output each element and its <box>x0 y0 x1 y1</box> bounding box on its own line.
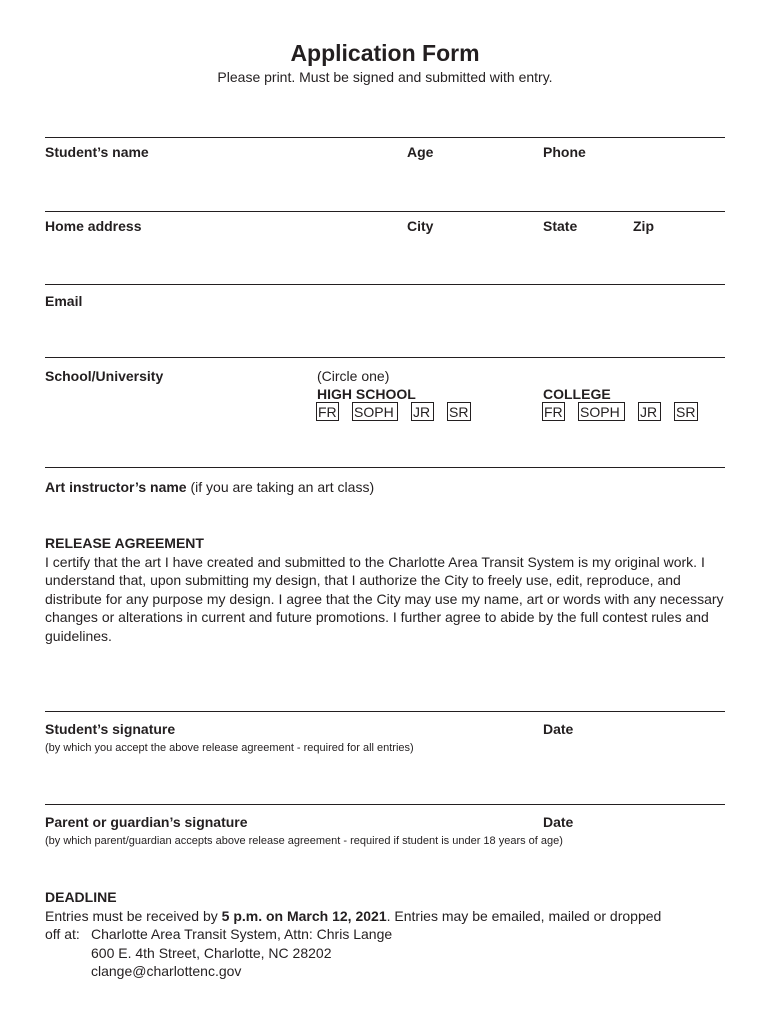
high-school-label: HIGH SCHOOL <box>317 386 416 402</box>
college-option-jr[interactable]: JR <box>638 402 661 421</box>
city-field[interactable]: City <box>407 218 434 234</box>
release-text: I certify that the art I have created and submitted to the Charlotte Area Transit System is my original work. I understand that, upon submitting my design, that I authorize the City to freely use, edit, reproduce, and distribute for any purpose my design. I agree that the City may use my name, art or words with any necessary changes or alterations in current and future promotions. I further agree to abide by the full contest rules and guidelines. <box>45 553 724 644</box>
parent-signature-note: (by which parent/guardian accepts above release agreement - required if student is under 18 years of age) <box>45 835 563 847</box>
student-signature-field[interactable]: Student’s signature <box>45 721 176 737</box>
hs-option-jr[interactable]: JR <box>411 402 434 421</box>
release-agreement <box>45 534 725 646</box>
phone-field[interactable]: Phone <box>543 144 586 160</box>
address-line-2: 600 E. 4th Street, Charlotte, NC 28202 <box>91 944 332 961</box>
dropoff-address <box>91 925 392 981</box>
student-signature-note: (by which you accept the above release agreement - required for all entries) <box>45 742 414 754</box>
art-instructor-note: (if you are taking an art class) <box>186 479 375 495</box>
form-subtitle: Please print. Must be signed and submitted with entry. <box>217 69 553 85</box>
college-option-sr[interactable]: SR <box>674 402 698 421</box>
divider-line <box>45 284 725 285</box>
address-email[interactable]: clange@charlottenc.gov <box>91 963 242 980</box>
deadline-section <box>45 888 725 925</box>
form-title: Application Form <box>290 40 480 66</box>
college-option-fr[interactable]: FR <box>542 402 565 421</box>
email-field[interactable]: Email <box>45 293 83 309</box>
parent-signature-field[interactable]: Parent or guardian’s signature <box>45 814 248 830</box>
divider-line <box>45 711 725 712</box>
zip-field[interactable]: Zip <box>633 218 654 234</box>
parent-signature-date[interactable]: Date <box>543 814 574 830</box>
state-field[interactable]: State <box>543 218 578 234</box>
college-label: COLLEGE <box>543 386 611 402</box>
age-field[interactable]: Age <box>407 144 434 160</box>
deadline-text: Entries must be received by 5 p.m. on March 12, 2021. Entries may be emailed, mailed or dropped <box>45 907 662 924</box>
hs-option-sr[interactable]: SR <box>447 402 471 421</box>
dropoff-label: off at: <box>45 926 80 942</box>
art-instructor-label: Art instructor’s name <box>45 479 187 495</box>
release-heading: RELEASE AGREEMENT <box>45 535 204 551</box>
divider-line <box>45 137 725 138</box>
college-option-soph[interactable]: SOPH <box>578 402 625 421</box>
divider-line <box>45 211 725 212</box>
circle-one-instruction: (Circle one) <box>317 368 390 384</box>
student-name-field[interactable]: Student’s name <box>45 144 149 160</box>
school-field[interactable]: School/University <box>45 368 164 384</box>
hs-option-soph[interactable]: SOPH <box>352 402 398 421</box>
address-line-1: Charlotte Area Transit System, Attn: Chris Lange <box>91 926 393 942</box>
divider-line <box>45 357 725 358</box>
deadline-heading: DEADLINE <box>45 889 117 905</box>
hs-option-fr[interactable]: FR <box>316 402 339 421</box>
home-address-field[interactable]: Home address <box>45 218 142 234</box>
student-signature-date[interactable]: Date <box>543 721 574 737</box>
divider-line <box>45 804 725 805</box>
art-instructor-field[interactable] <box>45 479 374 495</box>
divider-line <box>45 467 725 468</box>
